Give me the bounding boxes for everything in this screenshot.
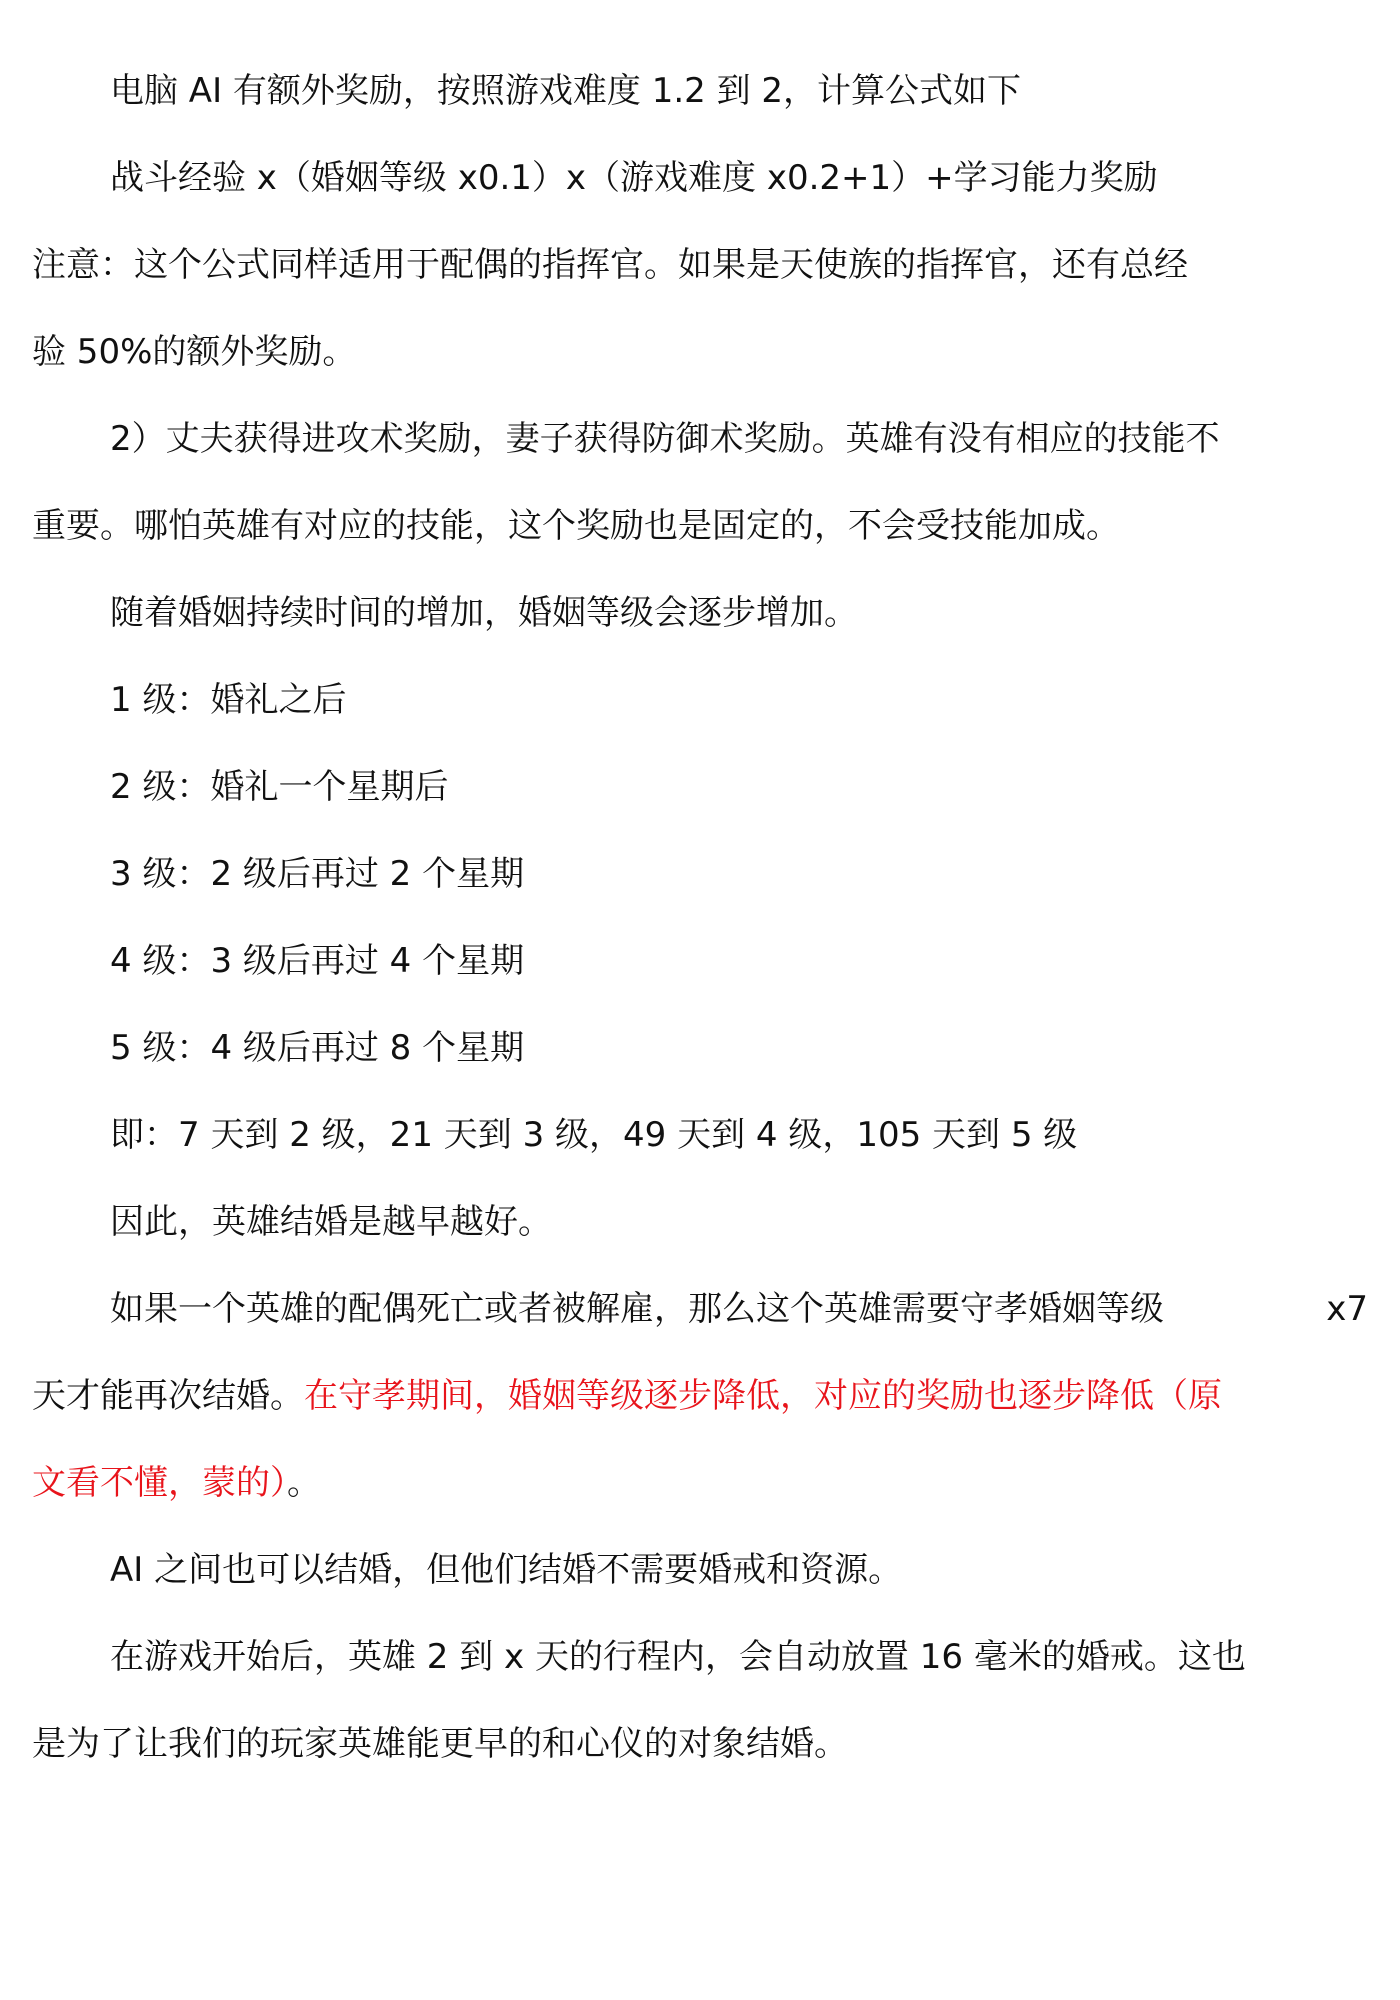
paragraph-skill-bonus-1: 2）丈夫获得进攻术奖励，妻子获得防御术奖励。英雄有没有相应的技能不 <box>110 419 1220 459</box>
mourning-line-1 <box>32 1266 1368 1353</box>
level-3-item: 3 级：2 级后再过 2 个星期 <box>110 854 525 894</box>
level-1-item: 1 级：婚礼之后 <box>110 680 347 720</box>
summary-days-line: 即：7 天到 2 级，21 天到 3 级，49 天到 4 级，105 天到 5 级 <box>110 1115 1078 1155</box>
mourning-multiplier: x7 <box>1326 1289 1368 1329</box>
ai-marriage-line: AI 之间也可以结婚，但他们结婚不需要婚戒和资源。 <box>110 1550 903 1590</box>
mourning-remarry-text: 天才能再次结婚。 <box>32 1376 304 1416</box>
level-4-item: 4 级：3 级后再过 4 个星期 <box>110 941 525 981</box>
level-5-item: 5 级：4 级后再过 8 个星期 <box>110 1028 525 1068</box>
highlighted-note-2: 文看不懂，蒙的） <box>32 1463 287 1503</box>
note-line-1: 注意：这个公式同样适用于配偶的指挥官。如果是天使族的指挥官，还有总经 <box>32 245 1188 285</box>
paragraph-skill-bonus-2: 重要。哪怕英雄有对应的技能，这个奖励也是固定的，不会受技能加成。 <box>32 506 1120 546</box>
conclusion-line: 因此，英雄结婚是越早越好。 <box>110 1202 552 1242</box>
note-line-2: 验 50%的额外奖励。 <box>32 332 357 372</box>
period-mark: 。 <box>287 1463 321 1503</box>
formula-line: 战斗经验 x（婚姻等级 x0.1）x（游戏难度 x0.2+1）+学习能力奖励 <box>110 158 1158 198</box>
mourning-line-2 <box>32 1353 1368 1440</box>
paragraph-ai-bonus: 电脑 AI 有额外奖励，按照游戏难度 1.2 到 2，计算公式如下 <box>110 71 1022 111</box>
level-2-item: 2 级：婚礼一个星期后 <box>110 767 449 807</box>
mourning-text: 如果一个英雄的配偶死亡或者被解雇，那么这个英雄需要守孝婚姻等级 <box>110 1289 1164 1329</box>
ring-placement-line-1: 在游戏开始后，英雄 2 到 x 天的行程内，会自动放置 16 毫米的婚戒。这也 <box>110 1637 1246 1677</box>
paragraph-marriage-level: 随着婚姻持续时间的增加，婚姻等级会逐步增加。 <box>110 593 858 633</box>
ring-placement-line-2: 是为了让我们的玩家英雄能更早的和心仪的对象结婚。 <box>32 1724 848 1764</box>
highlighted-note-1: 在守孝期间，婚姻等级逐步降低，对应的奖励也逐步降低（原 <box>304 1376 1222 1416</box>
mourning-line-3 <box>32 1440 1368 1527</box>
